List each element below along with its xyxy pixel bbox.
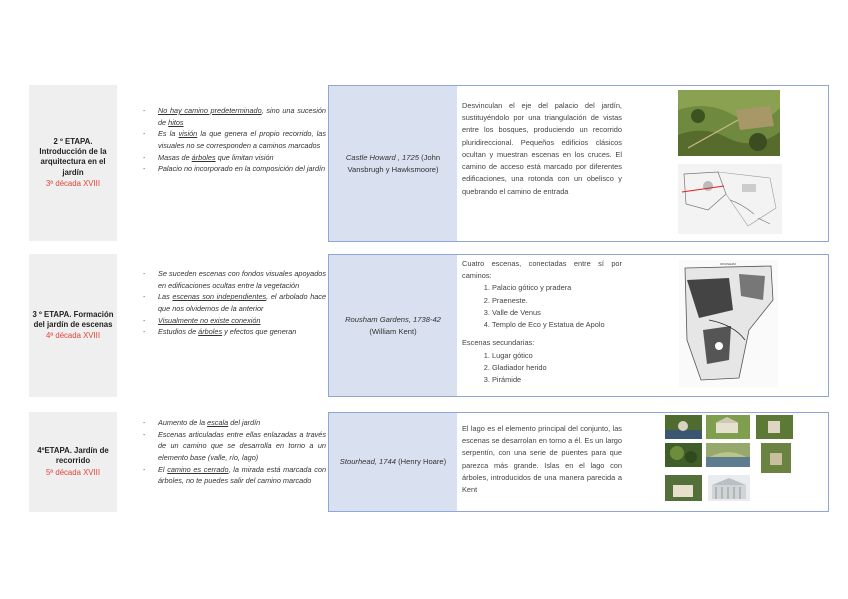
scene-item: 1. Lugar gótico [492,350,622,362]
bullet-text: Las [158,292,173,302]
bullet-item [158,128,326,151]
bullet-list [142,268,326,338]
stage-date: 4ª década XVIII [45,331,101,341]
stourhead-photo-7-image [665,475,702,501]
garden-description [462,258,622,386]
scene-item: 3. Valle de Venus [492,307,622,319]
garden-name: Rousham Gardens, 1738-42 [345,314,441,324]
stage-title: 4ºETAPA. Jardín de recorrido [37,446,109,466]
garden-authors: (William Kent) [369,326,417,336]
photo-grid [665,415,825,510]
underlined-text: escala [207,418,229,427]
garden-name-cell [329,86,457,241]
underlined-text: Visualmente no existe conexión [158,315,261,325]
aerial-photo-image [678,90,780,156]
garden-description: Desvinculan el eje del palacio del jardín, sustituyéndolo por una triangulación de vistas entre los bosques, produciendo un recorrido pluridireccional. Pequeños edificios clásicos ocultan y muestran escenas en los cruces. El camino de acceso está marcado por diferentes edificaciones, una rotonda con un obelisco y quebrando el camino de entrada [462,101,622,196]
garden-name-cell [329,255,457,396]
main-scenes-list [462,282,622,331]
underlined-text: árboles [198,327,223,337]
bullet-text: El [158,464,168,474]
stourhead-photo-6-image [761,443,791,473]
bullet-item [158,429,326,464]
garden-authors: (Henry Hoare) [398,457,447,467]
bullet-text: Masas de [158,152,192,162]
bullet-text: , sino una sucesión de [158,106,326,127]
underlined-text: hitos [168,117,184,127]
stourhead-photo-1-image [665,415,702,439]
stourhead-photo-5-image [706,443,750,467]
stage-date: 5ª década XVIII [45,467,101,477]
stourhead-photo-2-image [706,415,750,439]
bullet-text: Se suceden escenas con fondos visuales apoyados en edificaciones ocultas entre la vegetación [158,269,326,290]
bullet-text: Palacio no incorporado en la composición del jardín [158,164,326,174]
bullet-item [158,417,326,429]
rousham-plan-image [679,260,778,387]
stage-title: 2 º ETAPA. Introducción de la arquitectura en el jardín [39,137,107,177]
bullet-text: Aumento de la [158,418,208,427]
secondary-scenes-list [462,350,622,387]
bullet-item [158,291,326,314]
bullet-text: que limitan visión [215,152,274,162]
stage-bullets-3 [142,268,326,338]
garden-authors: (John Vansbrugh y Hawksmoore) [347,152,441,174]
bullet-text: del jardín [228,418,261,427]
bullet-text: y efectos que generan [222,327,297,337]
bullet-text: Es la [158,129,179,139]
scene-item: 3. Pirámide [492,374,622,386]
stage-bullets-2 [142,105,326,175]
underlined-text: No hay camino predeterminado [158,106,262,115]
stage-bullets-4 [142,417,326,487]
scene-item: 2. Gladiador herido [492,362,622,374]
underlined-text: escenas son independientes [172,292,267,302]
bullet-list [142,105,326,175]
stourhead-photo-3-image [756,415,793,439]
stage-box-4 [29,412,117,512]
bullet-item [158,268,326,291]
svg-text:ROUSHAM: ROUSHAM [720,262,736,266]
bullet-item [158,152,326,164]
bullet-item [158,326,326,338]
bullet-text: Estudios de [158,327,199,337]
garden-name: Castle Howard , 1725 [345,152,419,162]
stage-box-2 [29,85,117,241]
bullet-item [158,315,326,327]
bullet-item [158,163,326,175]
scene-item: 1. Palacio gótico y pradera [492,282,622,294]
underlined-text: árboles [191,152,216,162]
bullet-text: , el arbolado hace que nos olvidemos de la anterior [158,292,327,314]
garden-name: Stourhead, 1744 [339,457,396,467]
bullet-list [142,417,326,487]
stage-date: 3ª década XVIII [45,178,101,188]
underlined-text: visión [178,129,198,139]
secondary-label: Escenas secundarias: [462,338,535,348]
description-intro: Cuatro escenas, conectadas entre sí por caminos: [462,259,622,281]
stourhead-photo-8-image [708,475,750,501]
garden-panel-rousham [328,254,829,397]
garden-description: El lago es el elemento principal del conjunto, las escenas se desarrolan en torno a él. Es un largo serpentín, con una serie de puentes para que parezca más grande. Islas en el lago con árboles, introducidos de una manera parecida a Kent [462,424,622,495]
stage-title: 3 º ETAPA. Formación del jardín de escenas [32,309,114,329]
scene-item: 2. Praeneste. [492,295,622,307]
underlined-text: camino es cerrado [167,464,229,474]
bullet-text: la que genera el propio recorrido, las visuales no se corresponden a caminos marcados [158,129,326,151]
site-plan-image [678,164,782,234]
bullet-text: Escenas articuladas entre ellas enlazadas a través de un camino que se desarrolla en torno a un elemento base (valle, río, lago) [158,429,326,463]
garden-panel-castle-howard [328,85,829,242]
stourhead-photo-4-image [665,443,702,467]
scene-item: 4. Templo de Eco y Estatua de Apolo [492,319,622,331]
bullet-item [158,105,326,128]
garden-name-cell [329,413,457,511]
bullet-item [158,464,326,487]
garden-panel-stourhead [328,412,829,512]
stage-box-3 [29,254,117,397]
bullet-text: , la mirada está marcada con árboles, no te puedes salir del camino marcado [158,464,327,486]
